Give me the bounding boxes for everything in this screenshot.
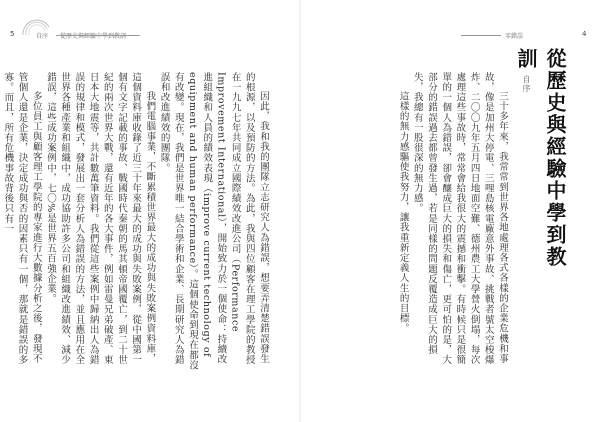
left-page [0,0,299,422]
right-page-number: 4 [582,30,587,38]
left-page-number: 5 [10,30,15,38]
left-paragraph: 因此，我和我的團隊立志研究人為錯誤，想要弄清楚錯誤發生的根源，以及預防的方法。為此，我與四位顧客在理工學院的教授在一九九七年共同成立國際績效改進公司（Performance Improvement International），開始致力於一個使命：持續改進組織和人員的績效表現（improve current technology of equipment and human performance）。這個使命到現在都沒有改變。現在，我們是世界唯一結合學術和企業、長期研究人為錯誤和改進績效的團隊。 [158,72,269,371]
left-paragraph: 我們電腦事業，不斷累積世界最大的成功與失敗案例資料庫，這個資料庫收錄了近三十年來最大的成功與失敗案例，從中國第一個有文字記載的事故、戰國時代秦朝的馬其頓帝國覆亡，到二十世紀的兩次世界大戰，還有近年的各大事件，例如雷曼兄弟破產、東日本大地震等，共計數萬筆資料。我們從這些案例中歸納出人為錯誤的規律和模式，發展出一套分析人為錯誤的方法，並且應用在全世界各種產業和組織中，成功協助許多公司和組織改進績效、減少錯誤，這些成功案例中，七〇%是世界五百強企業。 [44,72,156,365]
right-header-label: 零錯誤 [505,33,524,40]
left-paragraph: 多位員工與顧客理工學院的專家進行大數據分析之後，發現不管個人還是企業，決定成功與否的因素只有一個，那就是錯誤的多寡。而且，所有危機事故背後只有一 [2,72,42,365]
right-body-text [341,72,509,372]
chapter-label: 自序 [522,75,531,94]
right-paragraph: 這樣的無力感驅使我努力，讓我重新定義人生的目標。 [397,91,409,334]
right-header-rule [461,35,501,36]
chapter-title: 從歷史與經驗中學到教訓 [514,48,567,268]
chapter-title-block [514,48,570,268]
left-body-text [2,72,270,372]
right-paragraph: 三十多年來，我常常到世界各地處理各式各樣的企業危機和事故，像是加州大停電、三哩島核電廠意外事故、挑戰者號太空梭爆炸、二〇〇九年五月四日地面空難、德州農工大學營火倒塌，每次處理這些事故時，常常會給我很大的震撼和衝擊。有時候只是很簡單的一個人為錯誤，卻會釀成巨大的損失和傷亡，更可怕的是，大部分的錯誤過去都曾發生過，若是同樣的問題反覆造成巨大的損失，我總有一股很深的無力感。 [411,72,508,365]
left-header-title: 從歷史與經驗中學到教訓 [60,33,127,40]
left-header-section: 自序 [36,33,49,40]
left-header-rule [56,35,140,36]
